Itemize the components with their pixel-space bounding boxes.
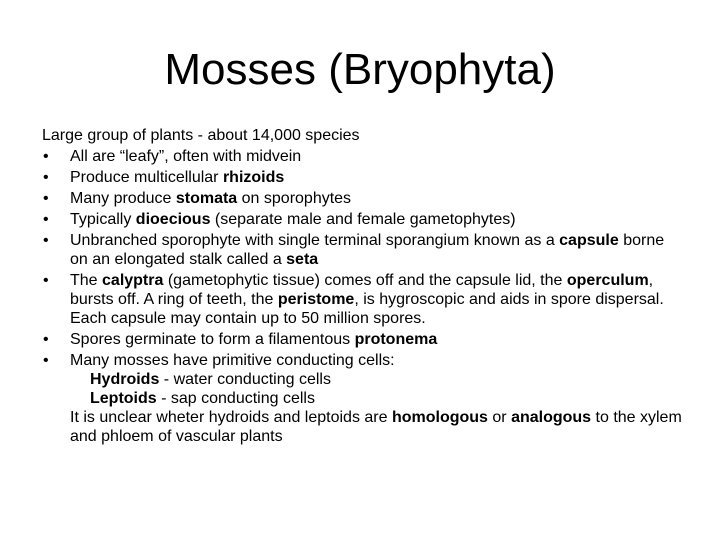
term-seta: seta (286, 251, 319, 268)
bullet-text: (separate male and female gametophytes) (210, 211, 516, 228)
cont-text: It is unclear wheter hydroids and leptoids are (70, 409, 392, 426)
bullet-text: Unbranched sporophyte with single terminal sporangium known as a (70, 232, 560, 249)
slide-body (42, 126, 682, 446)
cont-text: or (487, 409, 512, 426)
continuation-line (70, 408, 682, 446)
term-operculum: operculum (566, 272, 649, 289)
bullet-text: The (70, 272, 103, 289)
bullet-item (42, 168, 682, 187)
bullet-item (42, 231, 682, 269)
bullet-dot: • (43, 190, 49, 207)
bullet-text: Typically (70, 211, 136, 228)
term-stomata: stomata (175, 190, 238, 207)
bullet-item (42, 189, 682, 208)
bullet-text: , bursts off. A ring of teeth, the (70, 272, 654, 308)
sub-line-hydroids (70, 370, 682, 389)
bullet-text: Many produce (70, 190, 176, 207)
intro-line: Large group of plants - about 14,000 species (42, 127, 360, 144)
term-hydroids: Hydroids (90, 371, 160, 388)
term-peristome: peristome (277, 291, 355, 308)
term-dioecious: dioecious (135, 211, 211, 228)
bullet-text: Spores germinate to form a filamentous (70, 331, 355, 348)
bullet-item (42, 147, 682, 166)
bullet-dot: • (43, 169, 49, 186)
term-protonema: protonema (354, 331, 438, 348)
sub-line-leptoids (70, 389, 682, 408)
term-homologous: homologous (391, 409, 488, 426)
bullet-item (42, 271, 682, 328)
bullet-text: on sporophytes (237, 190, 352, 207)
cont-text: to the xylem and phloem of vascular plants (70, 409, 682, 445)
bullet-dot: • (43, 211, 49, 228)
bullet-text: Many mosses have primitive conducting cells: (70, 352, 395, 369)
bullet-dot: • (43, 232, 49, 249)
bullet-text: All are “leafy”, often with midvein (70, 148, 302, 165)
term-capsule: capsule (559, 232, 619, 249)
bullet-list (42, 147, 682, 446)
bullet-text: , is hygroscopic and aids in spore dispersal. Each capsule may contain up to 50 million spores. (70, 291, 664, 327)
bullet-dot: • (43, 352, 49, 369)
term-calyptra: calyptra (102, 272, 164, 289)
sub-text: - sap conducting cells (156, 390, 315, 407)
bullet-item (42, 330, 682, 349)
bullet-text: Produce multicellular (70, 169, 223, 186)
bullet-dot: • (43, 148, 49, 165)
slide-title: Mosses (Bryophyta) (164, 45, 556, 94)
bullet-item (42, 351, 682, 446)
term-leptoids: Leptoids (90, 390, 157, 407)
bullet-dot: • (43, 331, 49, 348)
term-analogous: analogous (511, 409, 592, 426)
bullet-item (42, 210, 682, 229)
bullet-text: (gametophytic tissue) comes off and the capsule lid, the (163, 272, 567, 289)
bullet-dot: • (43, 272, 49, 289)
term-rhizoids: rhizoids (222, 169, 285, 186)
bullet-text: borne on an elongated stalk called a (70, 232, 665, 268)
sub-text: - water conducting cells (159, 371, 331, 388)
